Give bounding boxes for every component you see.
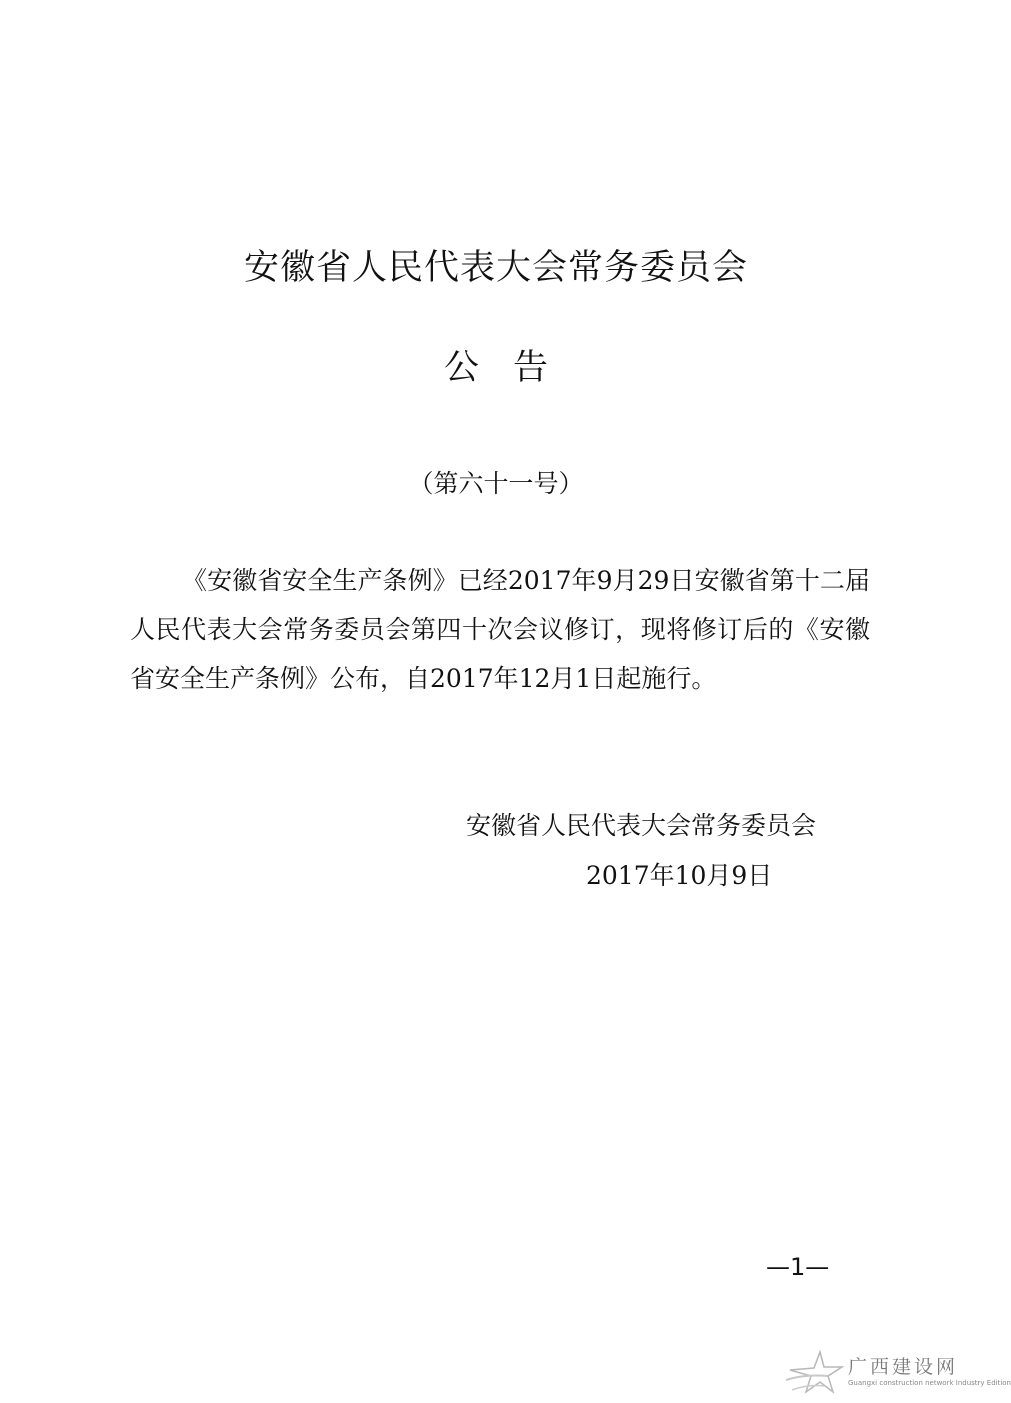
- announcement-body: 《安徽省安全生产条例》已经2017年9月29日安徽省第十二届人民代表大会常务委员会第四十次会议修订，现将修订后的《安徽省安全生产条例》公布，自2017年12月1日起施行。: [130, 566, 870, 693]
- announcement-number: （第六十一号）: [408, 469, 584, 498]
- document-subtitle: 公告: [443, 348, 582, 388]
- page-number: —1—: [766, 1253, 830, 1281]
- star-logo-icon: [784, 1350, 844, 1396]
- document-title: 安徽省人民代表大会常务委员会: [243, 248, 748, 288]
- issue-date: 2017年10月9日: [586, 861, 773, 890]
- issuer-signature: 安徽省人民代表大会常务委员会: [466, 811, 817, 840]
- watermark-subtitle: Guangxi construction network Industry Edition: [848, 1379, 1011, 1387]
- watermark: [780, 1350, 1011, 1398]
- watermark-name: 广西建设网: [848, 1356, 959, 1378]
